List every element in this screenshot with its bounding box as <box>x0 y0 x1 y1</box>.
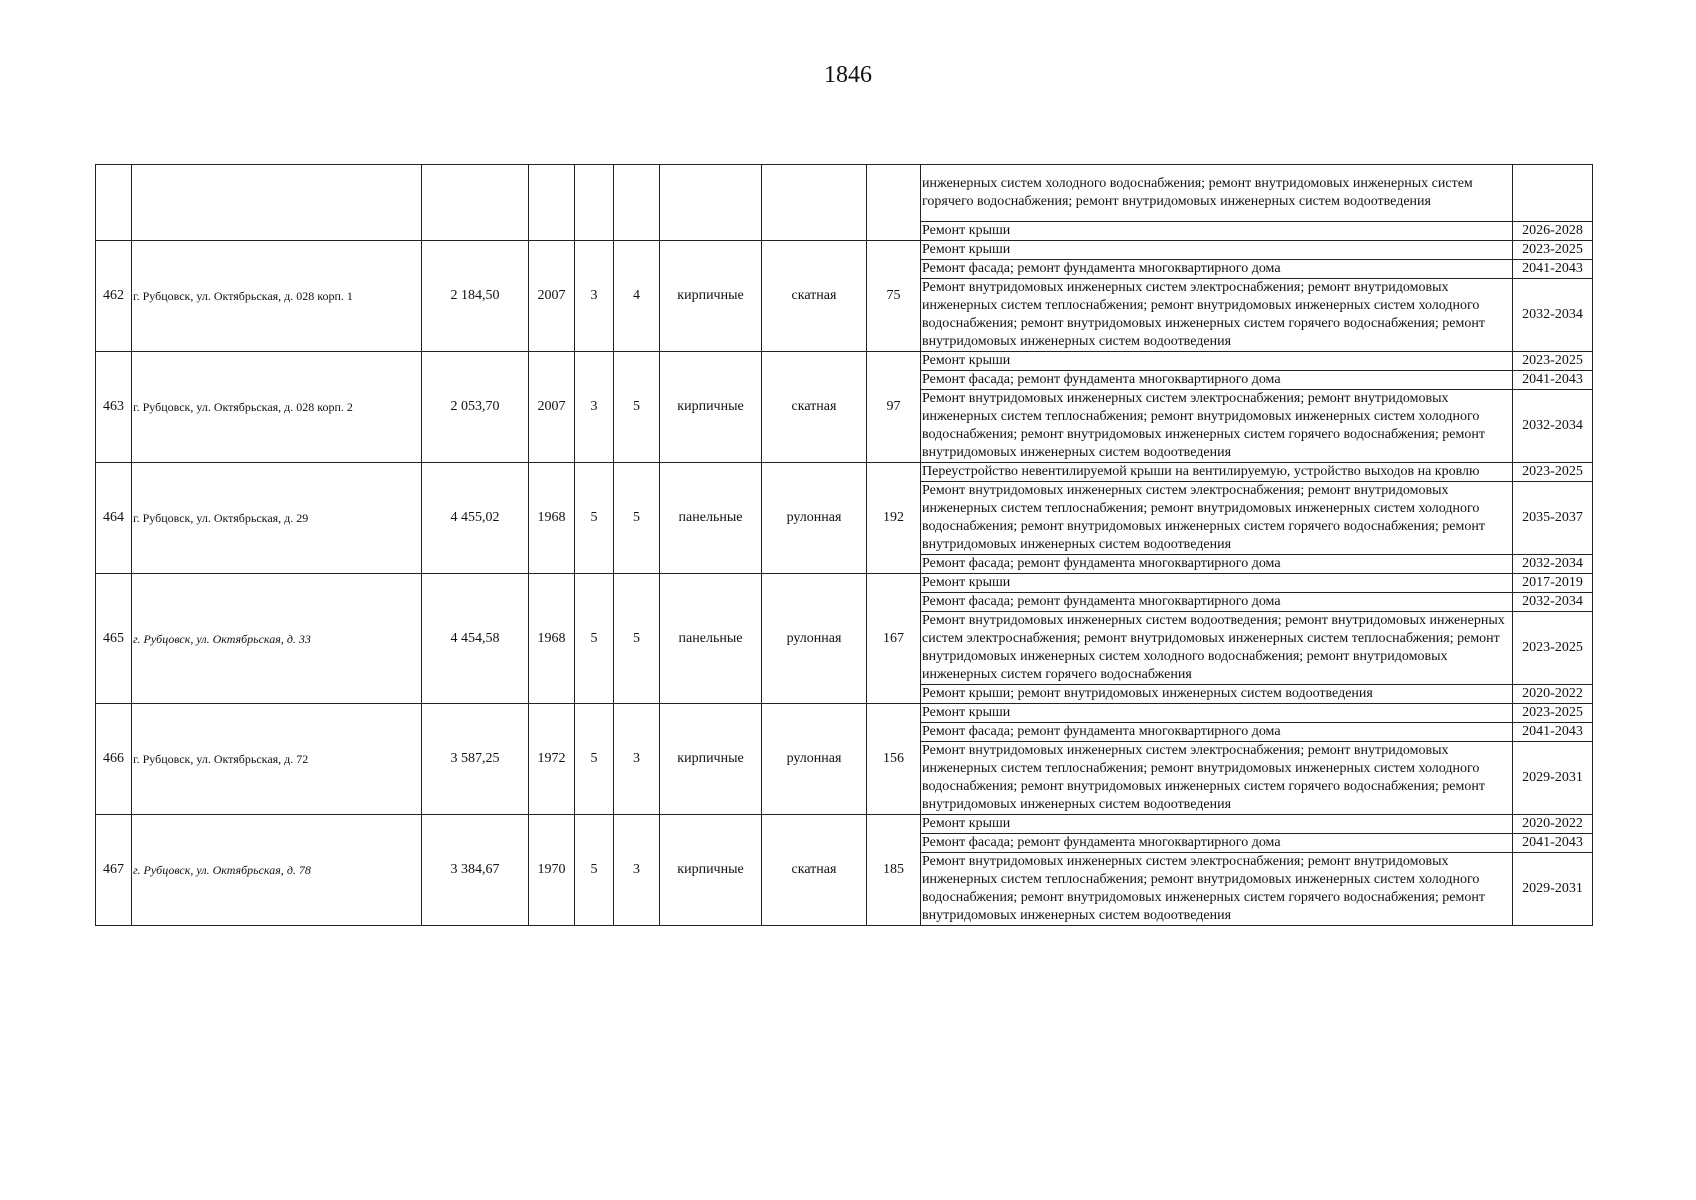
work-period: 2023-2025 <box>1513 612 1593 685</box>
house-row <box>96 704 1593 723</box>
cell-area: 2 053,70 <box>422 352 529 463</box>
work-description: Ремонт крыши <box>921 704 1513 723</box>
cell-entrances: 5 <box>614 574 660 704</box>
work-period: 2029-2031 <box>1513 853 1593 926</box>
cell-roof: скатная <box>762 352 867 463</box>
cell-address: г. Рубцовск, ул. Октябрьская, д. 72 <box>132 704 422 815</box>
cell-area <box>422 165 529 241</box>
work-period: 2032-2034 <box>1513 279 1593 352</box>
cell-residents: 75 <box>867 241 921 352</box>
cell-num: 466 <box>96 704 132 815</box>
cell-residents <box>867 165 921 241</box>
cell-address: г. Рубцовск, ул. Октябрьская, д. 028 корп. 1 <box>132 241 422 352</box>
work-description: Ремонт внутридомовых инженерных систем электроснабжения; ремонт внутридомовых инженерных систем теплоснабжения; ремонт внутридомовых инженерных систем холодного водоснабжения; ремонт внутридомовых инженерных систем горячего водоснабжения; ремонт внутридомовых инженерных систем водоотведения <box>921 742 1513 815</box>
cell-residents: 156 <box>867 704 921 815</box>
work-period: 2032-2034 <box>1513 593 1593 612</box>
page-number: 1846 <box>824 62 872 88</box>
cell-num: 462 <box>96 241 132 352</box>
work-period: 2041-2043 <box>1513 371 1593 390</box>
cell-residents: 185 <box>867 815 921 926</box>
house-row <box>96 241 1593 260</box>
cell-num: 465 <box>96 574 132 704</box>
cell-area: 3 384,67 <box>422 815 529 926</box>
cell-residents: 192 <box>867 463 921 574</box>
cell-year <box>529 165 575 241</box>
work-period: 2035-2037 <box>1513 482 1593 555</box>
cell-entrances <box>614 165 660 241</box>
cell-floors: 5 <box>575 704 614 815</box>
cell-area: 3 587,25 <box>422 704 529 815</box>
cell-walls: панельные <box>660 574 762 704</box>
work-period: 2023-2025 <box>1513 704 1593 723</box>
work-period <box>1513 165 1593 222</box>
cell-num <box>96 165 132 241</box>
house-row <box>96 463 1593 482</box>
cell-address: г. Рубцовск, ул. Октябрьская, д. 78 <box>132 815 422 926</box>
cell-entrances: 3 <box>614 704 660 815</box>
cell-floors: 5 <box>575 463 614 574</box>
cell-num: 464 <box>96 463 132 574</box>
work-period: 2023-2025 <box>1513 352 1593 371</box>
cell-entrances: 5 <box>614 463 660 574</box>
work-description: Ремонт внутридомовых инженерных систем электроснабжения; ремонт внутридомовых инженерных систем теплоснабжения; ремонт внутридомовых инженерных систем холодного водоснабжения; ремонт внутридомовых инженерных систем горячего водоснабжения; ремонт внутридомовых инженерных систем водоотведения <box>921 853 1513 926</box>
cell-entrances: 4 <box>614 241 660 352</box>
cell-residents: 97 <box>867 352 921 463</box>
cell-year: 2007 <box>529 241 575 352</box>
cell-walls: кирпичные <box>660 241 762 352</box>
cell-floors <box>575 165 614 241</box>
cell-address: г. Рубцовск, ул. Октябрьская, д. 29 <box>132 463 422 574</box>
cell-roof: рулонная <box>762 574 867 704</box>
work-description: Ремонт внутридомовых инженерных систем водоотведения; ремонт внутридомовых инженерных систем электроснабжения; ремонт внутридомовых инженерных систем теплоснабжения; ремонт внутридомовых инженерных систем холодного водоснабжения; ремонт внутридомовых инженерных систем горячего водоснабжения <box>921 612 1513 685</box>
work-period: 2020-2022 <box>1513 815 1593 834</box>
work-description: Ремонт внутридомовых инженерных систем электроснабжения; ремонт внутридомовых инженерных систем теплоснабжения; ремонт внутридомовых инженерных систем холодного водоснабжения; ремонт внутридомовых инженерных систем горячего водоснабжения; ремонт внутридомовых инженерных систем водоотведения <box>921 390 1513 463</box>
cell-entrances: 3 <box>614 815 660 926</box>
work-description: Ремонт внутридомовых инженерных систем электроснабжения; ремонт внутридомовых инженерных систем теплоснабжения; ремонт внутридомовых инженерных систем холодного водоснабжения; ремонт внутридомовых инженерных систем горячего водоснабжения; ремонт внутридомовых инженерных систем водоотведения <box>921 482 1513 555</box>
cell-year: 1970 <box>529 815 575 926</box>
work-description: Ремонт фасада; ремонт фундамента многоквартирного дома <box>921 834 1513 853</box>
cell-roof <box>762 165 867 241</box>
cell-walls <box>660 165 762 241</box>
cell-num: 463 <box>96 352 132 463</box>
work-description: инженерных систем холодного водоснабжения; ремонт внутридомовых инженерных систем горячего водоснабжения; ремонт внутридомовых инженерных систем водоотведения <box>921 165 1513 222</box>
cell-roof: рулонная <box>762 463 867 574</box>
cell-roof: скатная <box>762 241 867 352</box>
cell-year: 1968 <box>529 463 575 574</box>
work-description: Ремонт крыши <box>921 352 1513 371</box>
work-period: 2029-2031 <box>1513 742 1593 815</box>
cell-residents: 167 <box>867 574 921 704</box>
work-period: 2041-2043 <box>1513 260 1593 279</box>
work-description: Ремонт внутридомовых инженерных систем электроснабжения; ремонт внутридомовых инженерных систем теплоснабжения; ремонт внутридомовых инженерных систем холодного водоснабжения; ремонт внутридомовых инженерных систем горячего водоснабжения; ремонт внутридомовых инженерных систем водоотведения <box>921 279 1513 352</box>
work-description: Ремонт крыши <box>921 241 1513 260</box>
cell-year: 1972 <box>529 704 575 815</box>
cell-floors: 3 <box>575 241 614 352</box>
cell-area: 2 184,50 <box>422 241 529 352</box>
continuation-row <box>96 165 1593 222</box>
house-row <box>96 352 1593 371</box>
cell-num: 467 <box>96 815 132 926</box>
cell-address: г. Рубцовск, ул. Октябрьская, д. 028 корп. 2 <box>132 352 422 463</box>
cell-area: 4 455,02 <box>422 463 529 574</box>
work-description: Ремонт крыши <box>921 222 1513 241</box>
cell-area: 4 454,58 <box>422 574 529 704</box>
work-description: Ремонт фасада; ремонт фундамента многоквартирного дома <box>921 260 1513 279</box>
cell-walls: кирпичные <box>660 815 762 926</box>
cell-address: г. Рубцовск, ул. Октябрьская, д. 33 <box>132 574 422 704</box>
cell-roof: скатная <box>762 815 867 926</box>
house-row <box>96 815 1593 834</box>
work-period: 2032-2034 <box>1513 555 1593 574</box>
work-description: Переустройство невентилируемой крыши на вентилируемую, устройство выходов на кровлю <box>921 463 1513 482</box>
work-period: 2032-2034 <box>1513 390 1593 463</box>
work-description: Ремонт крыши <box>921 574 1513 593</box>
work-period: 2020-2022 <box>1513 685 1593 704</box>
house-row <box>96 574 1593 593</box>
cell-year: 1968 <box>529 574 575 704</box>
cell-year: 2007 <box>529 352 575 463</box>
cell-walls: кирпичные <box>660 704 762 815</box>
work-period: 2023-2025 <box>1513 241 1593 260</box>
work-period: 2023-2025 <box>1513 463 1593 482</box>
cell-floors: 5 <box>575 815 614 926</box>
work-description: Ремонт крыши; ремонт внутридомовых инженерных систем водоотведения <box>921 685 1513 704</box>
work-description: Ремонт фасада; ремонт фундамента многоквартирного дома <box>921 723 1513 742</box>
work-description: Ремонт фасада; ремонт фундамента многоквартирного дома <box>921 555 1513 574</box>
housing-repair-table <box>95 164 1593 926</box>
cell-floors: 3 <box>575 352 614 463</box>
work-description: Ремонт крыши <box>921 815 1513 834</box>
cell-address <box>132 165 422 241</box>
work-period: 2026-2028 <box>1513 222 1593 241</box>
work-description: Ремонт фасада; ремонт фундамента многоквартирного дома <box>921 593 1513 612</box>
cell-roof: рулонная <box>762 704 867 815</box>
work-description: Ремонт фасада; ремонт фундамента многоквартирного дома <box>921 371 1513 390</box>
work-period: 2041-2043 <box>1513 834 1593 853</box>
cell-walls: кирпичные <box>660 352 762 463</box>
cell-floors: 5 <box>575 574 614 704</box>
cell-walls: панельные <box>660 463 762 574</box>
work-period: 2017-2019 <box>1513 574 1593 593</box>
cell-entrances: 5 <box>614 352 660 463</box>
work-period: 2041-2043 <box>1513 723 1593 742</box>
